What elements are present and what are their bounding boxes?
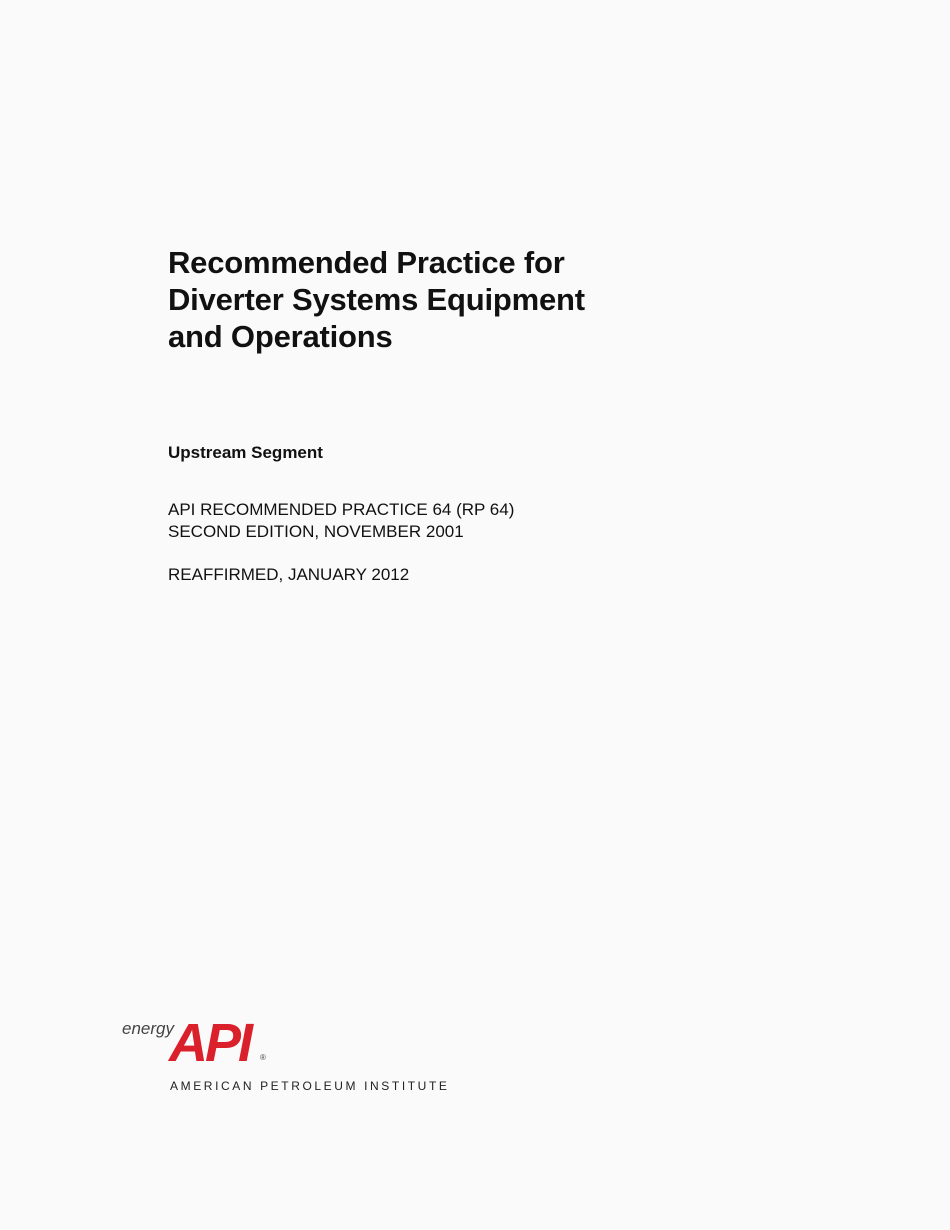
title-line-3: and Operations xyxy=(168,319,393,354)
logo-mark-text: API xyxy=(169,1013,251,1070)
document-title xyxy=(168,244,788,355)
segment-label: Upstream Segment xyxy=(168,443,323,462)
api-logo-mark xyxy=(120,1010,280,1070)
organization-name: AMERICAN PETROLEUM INSTITUTE xyxy=(170,1079,450,1093)
reaffirmed-date: REAFFIRMED, JANUARY 2012 xyxy=(168,565,410,584)
registered-mark: ® xyxy=(260,1053,266,1062)
designation-line-1: API RECOMMENDED PRACTICE 64 (RP 64) xyxy=(168,500,515,519)
designation-line-2: SECOND EDITION, NOVEMBER 2001 xyxy=(168,522,464,541)
logo-tagline: energy xyxy=(122,1019,174,1038)
title-line-2: Diverter Systems Equipment xyxy=(168,282,585,317)
designation-block xyxy=(168,499,514,543)
title-line-1: Recommended Practice for xyxy=(168,245,565,280)
api-logo xyxy=(120,1010,460,1100)
